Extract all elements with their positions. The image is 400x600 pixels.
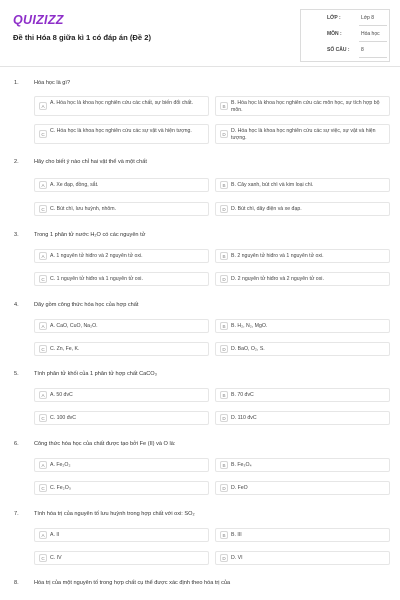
option-text: D. BaO, O₂, S. (231, 346, 265, 352)
option-text: A. Xe đạp, đồng, sắt. (50, 182, 99, 188)
option-letter: B (220, 461, 228, 469)
question-text: Hóa trị của một nguyên tố trong hợp chất cụ thể được xác định theo hóa trị của (34, 580, 231, 586)
option-letter: B (220, 252, 228, 260)
option-c[interactable] (34, 551, 209, 565)
option-b[interactable] (215, 528, 390, 542)
info-underline (359, 41, 387, 42)
question-text: Hóa học là gì? (34, 80, 71, 86)
question-number: 6. (14, 441, 19, 447)
option-letter: D (220, 345, 228, 353)
question-number: 1. (14, 80, 19, 86)
option-b[interactable] (215, 319, 390, 333)
option-text: C. Bút chì, lưu huỳnh, nhôm. (50, 206, 117, 212)
option-letter: D (220, 130, 228, 138)
info-box (300, 9, 390, 62)
option-text: D. Hóa học là khoa học nghiên cứu các sự việc, sự vật và hiện tượng. (231, 128, 376, 141)
option-c[interactable] (34, 342, 209, 356)
option-text: D. VI (231, 555, 243, 561)
info-label: LỚP : (327, 15, 341, 21)
option-text: A. 50 đvC (50, 392, 73, 398)
option-letter: D (220, 554, 228, 562)
option-c[interactable] (34, 272, 209, 286)
option-c[interactable] (34, 124, 209, 144)
question-number: 5. (14, 371, 19, 377)
info-value: Hóa học (361, 31, 380, 37)
question-text: Hãy cho biết ý nào chỉ hai vật thể và một chất (34, 159, 147, 165)
option-text: D. FeO (231, 485, 248, 491)
option-text: C. 100 đvC (50, 415, 76, 421)
question-number: 2. (14, 159, 19, 165)
question-number: 4. (14, 302, 19, 308)
option-text: A. CaO, CuO, Na₂O. (50, 323, 98, 329)
option-a[interactable] (34, 96, 209, 116)
option-a[interactable] (34, 388, 209, 402)
option-b[interactable] (215, 249, 390, 263)
option-a[interactable] (34, 528, 209, 542)
question-text: Dãy gồm công thức hóa học của hợp chất (34, 302, 139, 308)
option-text: A. Fe₂O₂ (50, 462, 71, 468)
info-row-class (301, 13, 389, 26)
option-c[interactable] (34, 481, 209, 495)
info-row-count (301, 45, 389, 58)
option-text: C. 1 nguyên tử hiđro và 1 nguyên tử oxi. (50, 276, 143, 282)
header-divider (0, 66, 400, 67)
question-text: Tính hóa trị của nguyên tố lưu huỳnh trong hợp chất với oxi: SO₂ (34, 511, 195, 517)
option-c[interactable] (34, 411, 209, 425)
option-b[interactable] (215, 458, 390, 472)
option-letter: B (220, 322, 228, 330)
option-text: B. III (231, 532, 242, 538)
option-text: D. 2 nguyên tử hiđro và 2 nguyên tử oxi. (231, 276, 324, 282)
option-d[interactable] (215, 551, 390, 565)
option-letter: C (39, 484, 47, 492)
question-number: 3. (14, 232, 19, 238)
option-letter: A (39, 322, 47, 330)
option-b[interactable] (215, 178, 390, 192)
option-text: B. H₂, N₂, MgO. (231, 323, 268, 329)
option-a[interactable] (34, 249, 209, 263)
info-underline (359, 25, 387, 26)
option-text: B. Cây xanh, bút chì và kim loại chì. (231, 182, 314, 188)
worksheet-title: Đề thi Hóa 8 giữa kì 1 có đáp án (Đề 2) (13, 33, 152, 42)
option-d[interactable] (215, 481, 390, 495)
option-b[interactable] (215, 96, 390, 116)
option-text: B. Fe₃O₄ (231, 462, 252, 468)
info-label: MÔN : (327, 31, 342, 37)
option-text: A. 1 nguyên tử hiđro và 2 nguyên tử oxi. (50, 253, 143, 259)
option-d[interactable] (215, 272, 390, 286)
option-text: A. Hóa học là khoa học nghiên cứu các chất, sự biến đổi chất. (50, 100, 194, 106)
option-text: C. Fe₂O₃ (50, 485, 71, 491)
option-d[interactable] (215, 202, 390, 216)
option-letter: B (220, 181, 228, 189)
option-d[interactable] (215, 411, 390, 425)
question-text: Tính phân tử khối của 1 phân tử hợp chất CaCO₃ (34, 371, 157, 377)
option-letter: A (39, 531, 47, 539)
question-number: 8. (14, 580, 19, 586)
option-letter: D (220, 275, 228, 283)
info-row-subject (301, 29, 389, 42)
option-text: C. IV (50, 555, 62, 561)
option-a[interactable] (34, 319, 209, 333)
option-b[interactable] (215, 388, 390, 402)
option-letter: B (220, 531, 228, 539)
option-letter: B (220, 391, 228, 399)
option-letter: B (220, 102, 228, 110)
option-letter: A (39, 252, 47, 260)
option-a[interactable] (34, 458, 209, 472)
option-letter: C (39, 414, 47, 422)
option-letter: A (39, 102, 47, 110)
option-text: B. 2 nguyên tử hiđro và 1 nguyên tử oxi. (231, 253, 324, 259)
option-text: B. Hóa học là khoa học nghiên cứu các môn học, sự tích hợp bộ môn. (231, 100, 380, 113)
option-letter: A (39, 391, 47, 399)
quizizz-logo: QUIZIZZ (13, 13, 64, 27)
info-value: Lớp 8 (361, 15, 375, 21)
option-a[interactable] (34, 178, 209, 192)
option-c[interactable] (34, 202, 209, 216)
option-letter: A (39, 461, 47, 469)
option-d[interactable] (215, 342, 390, 356)
option-letter: C (39, 205, 47, 213)
option-letter: C (39, 275, 47, 283)
option-letter: D (220, 484, 228, 492)
option-letter: C (39, 130, 47, 138)
option-text: C. Zn, Fe, K. (50, 346, 80, 352)
option-letter: D (220, 205, 228, 213)
option-text: A. II (50, 532, 60, 538)
info-underline (359, 57, 387, 58)
option-text: B. 70 đvC (231, 392, 254, 398)
option-d[interactable] (215, 124, 390, 144)
question-text: Trong 1 phân tử nước H₂O có các nguyên tử (34, 232, 146, 238)
info-value: 8 (361, 47, 364, 53)
question-number: 7. (14, 511, 19, 517)
option-text: D. Bút chì, dây điện và xe đạp. (231, 206, 302, 212)
info-label: SỐ CÂU : (327, 47, 350, 53)
option-letter: C (39, 345, 47, 353)
option-letter: D (220, 414, 228, 422)
question-text: Công thức hóa học của chất được tạo bởi Fe (II) và O là: (34, 441, 176, 447)
option-text: D. 110 đvC (231, 415, 257, 421)
option-letter: C (39, 554, 47, 562)
option-text: C. Hóa học là khoa học nghiên cứu các sự vật và hiện tượng. (50, 128, 192, 134)
option-letter: A (39, 181, 47, 189)
